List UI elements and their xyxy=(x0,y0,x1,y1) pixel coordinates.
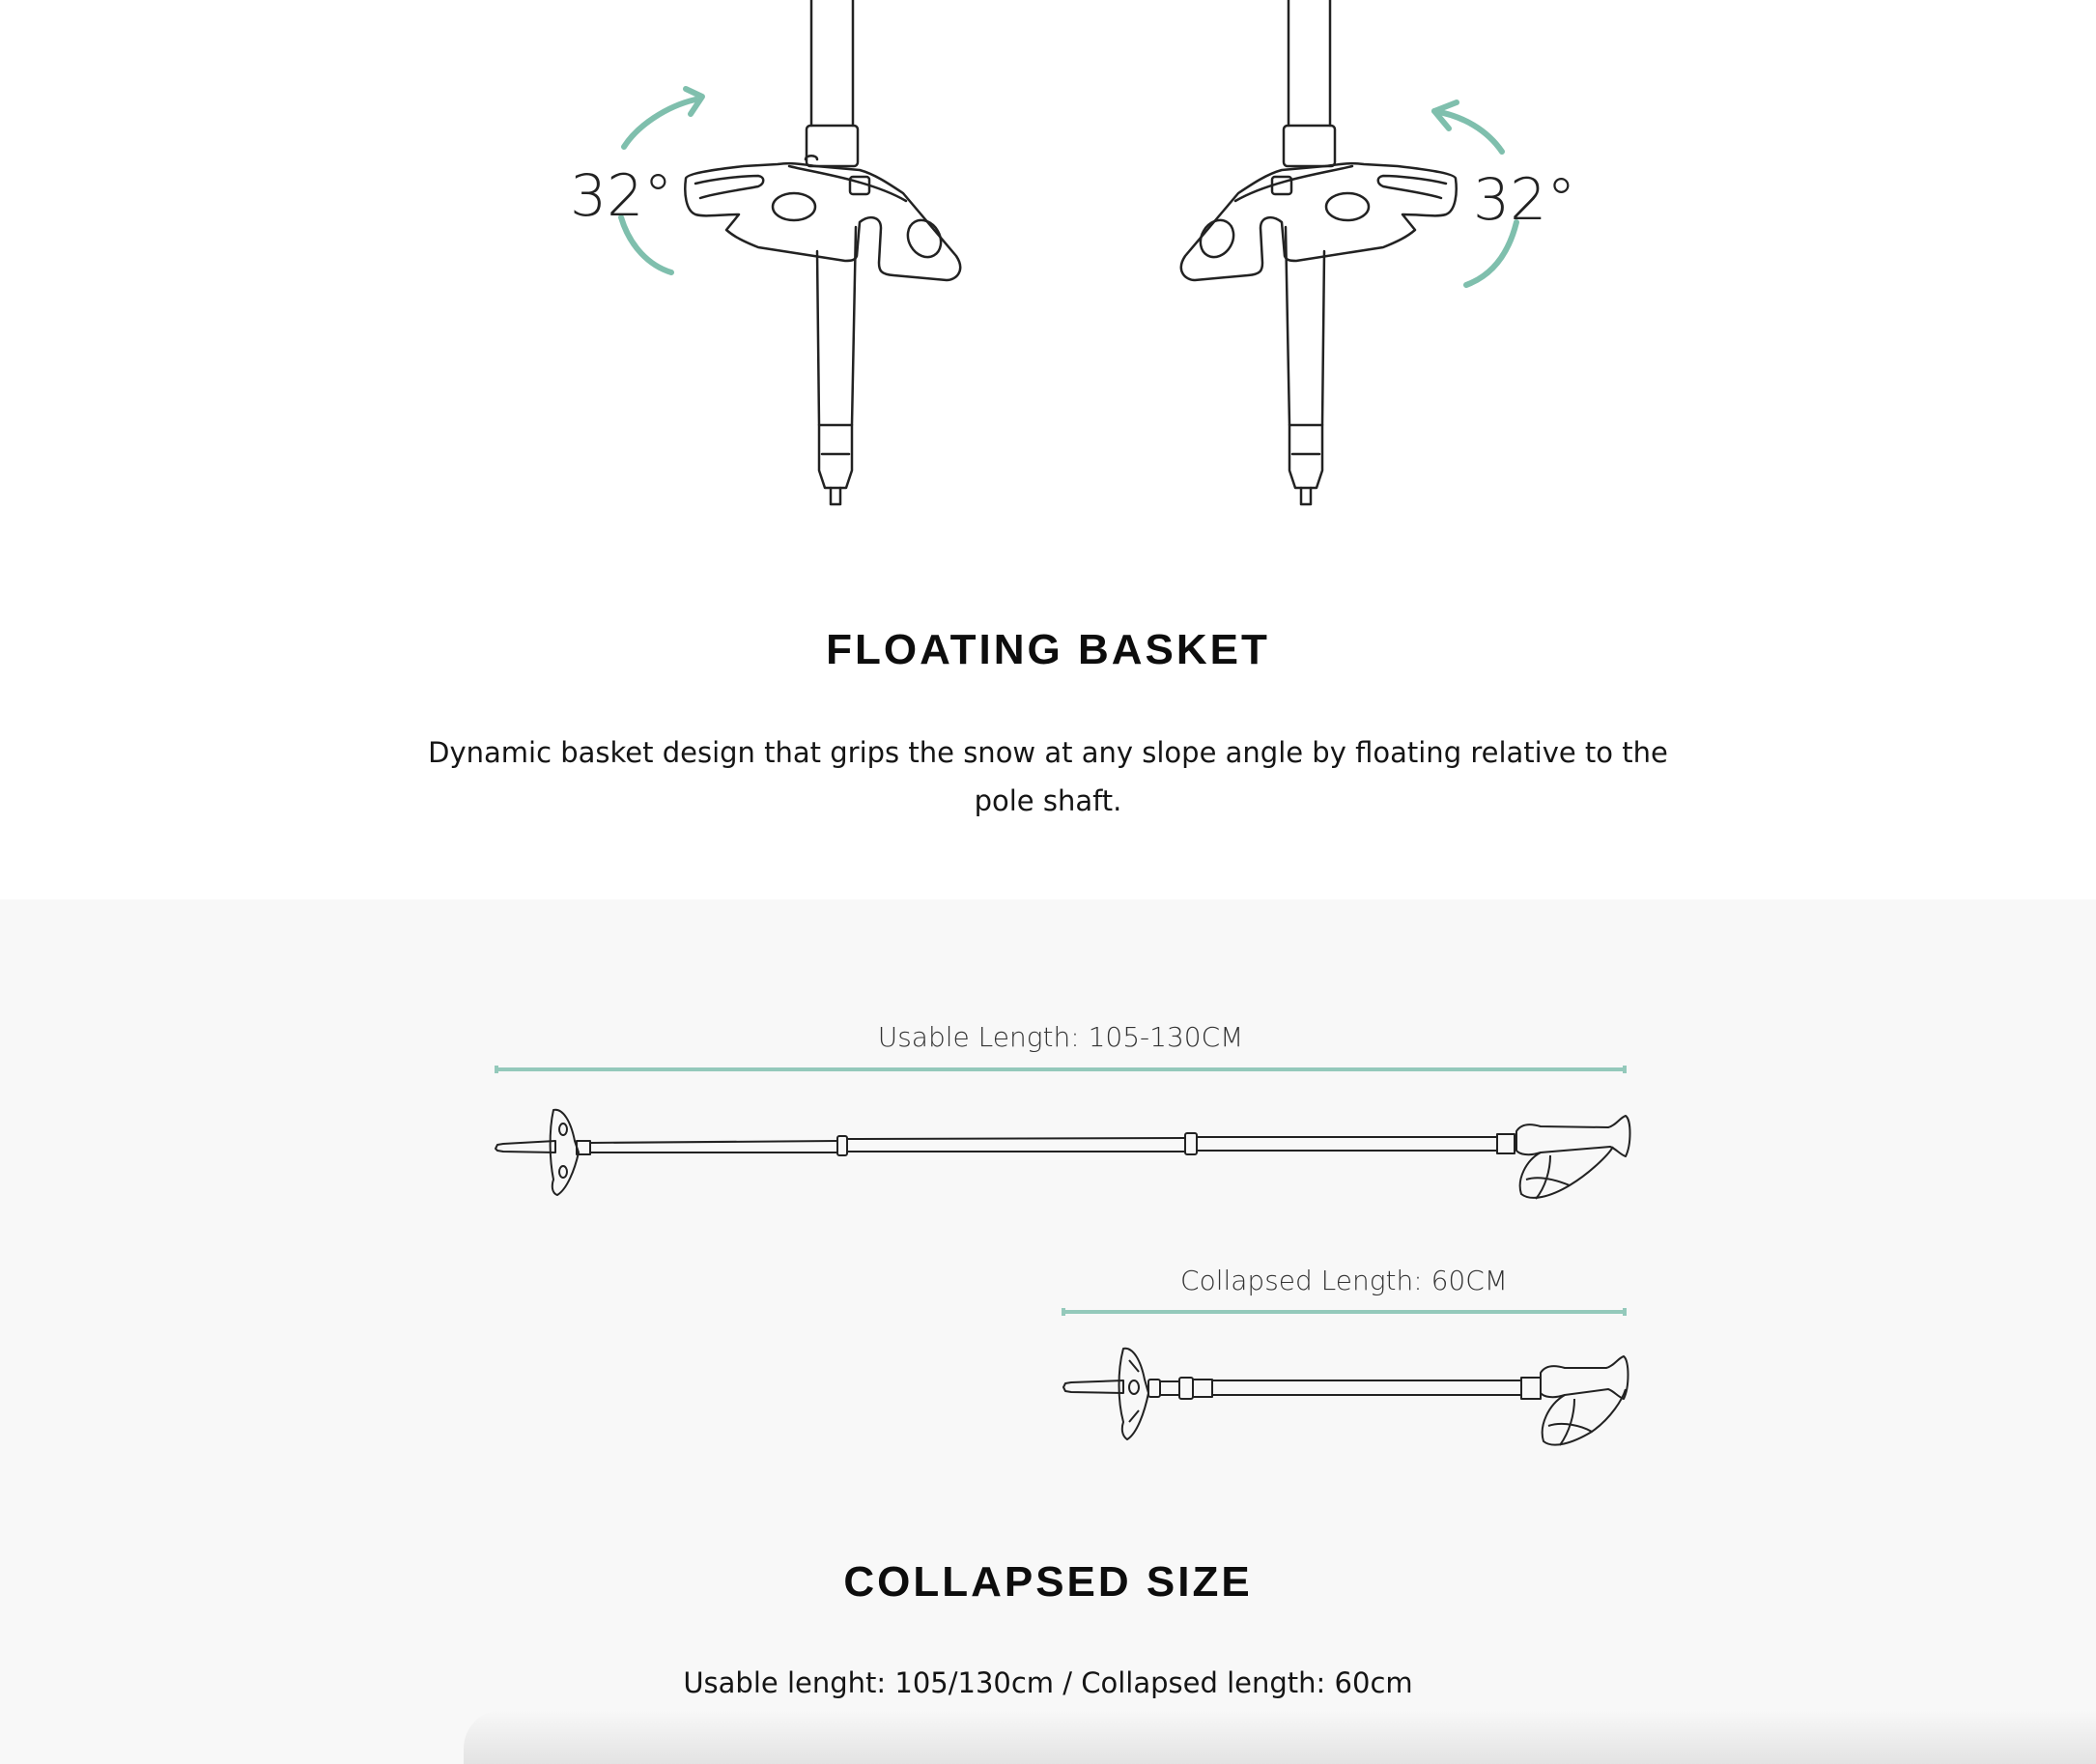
floating-basket-title: FLOATING BASKET xyxy=(826,626,1270,673)
extended-pole-illustration xyxy=(488,1102,1637,1209)
bottom-shadow-overlay xyxy=(464,1710,2096,1764)
collapsed-size-section xyxy=(0,899,2096,1764)
collapsed-size-title: COLLAPSED SIZE xyxy=(843,1558,1253,1606)
collapsed-size-description: Usable lenght: 105/130cm / Collapsed length: 60cm xyxy=(683,1666,1413,1699)
right-angle-label: 32° xyxy=(1473,166,1576,234)
left-angle-label: 32° xyxy=(570,162,673,230)
floating-basket-description-line2: pole shaft. xyxy=(974,784,1122,817)
collapsed-length-measure-line xyxy=(1062,1310,1627,1314)
collapsed-pole-illustration xyxy=(1058,1339,1637,1455)
floating-basket-description-line1: Dynamic basket design that grips the snow at any slope angle by floating relative to the xyxy=(428,736,1668,769)
usable-length-measure-line xyxy=(495,1067,1627,1071)
collapsed-length-label: Collapsed Length: 60CM xyxy=(1180,1265,1508,1296)
usable-length-label: Usable Length: 105-130CM xyxy=(877,1021,1244,1053)
pole-basket-tilt-right-illustration xyxy=(1111,0,1555,531)
pole-basket-tilt-left-illustration xyxy=(541,0,985,531)
